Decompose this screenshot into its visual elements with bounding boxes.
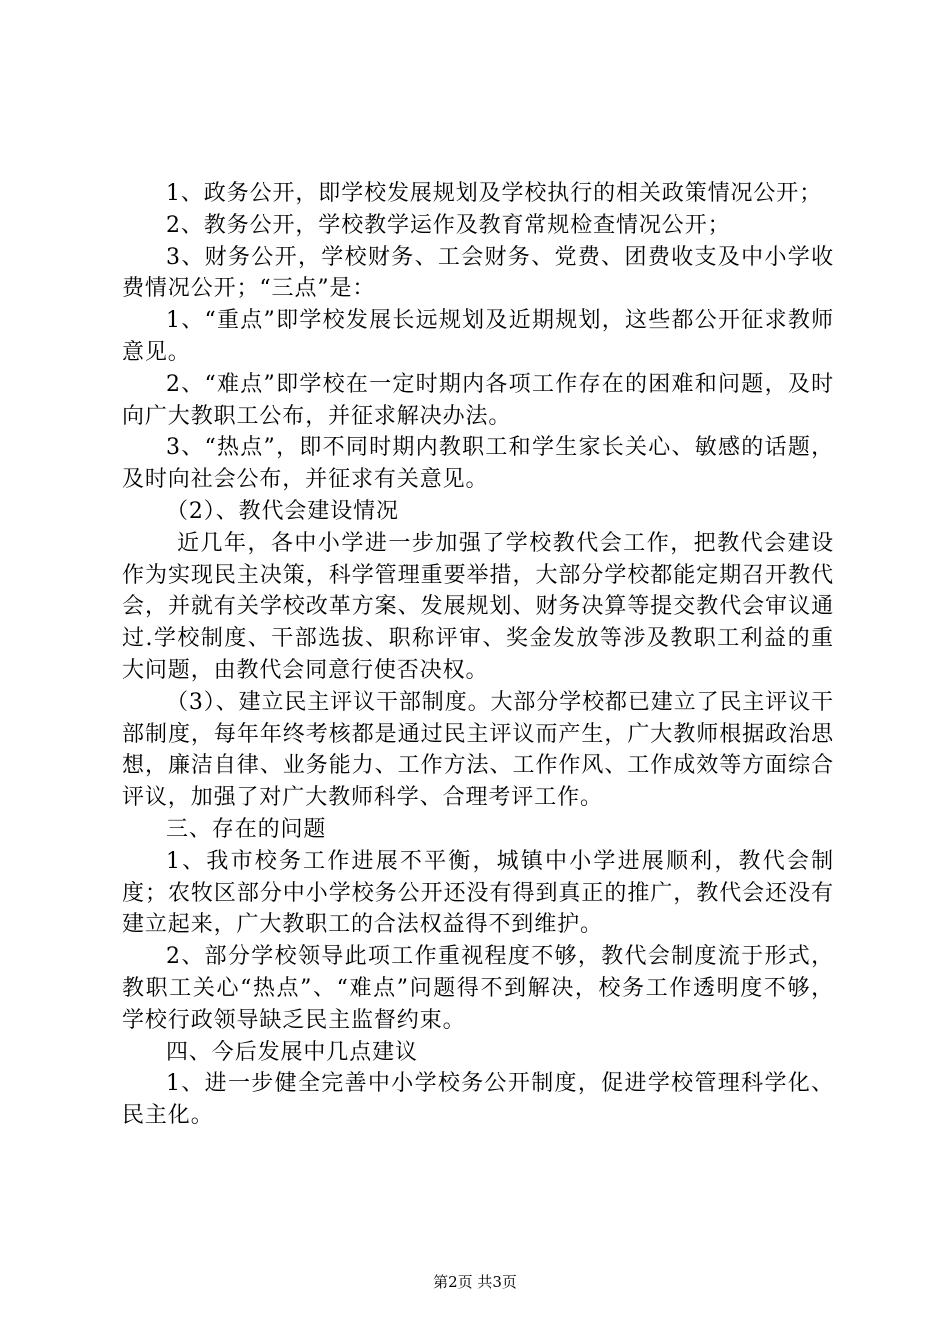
paragraph-political-affairs: 1、政务公开，即学校发展规划及学校执行的相关政策情况公开；	[166, 181, 823, 206]
paragraph-staff-congress: 近几年，各中小学进一步加强了学校教代会工作，把教代会建设作为实现民主决策，科学管理重要举措，大部分学校都能定期召开教代会，并就有关学校改革方案、发展规划、财务决算等提交教代会审议通过.学校制度、干部选拔、职称评审、奖金发放等涉及教职工利益的重大问题，由教代会同意行使否决权。	[122, 530, 834, 683]
paragraph-suggestion-1: 1、进一步健全完善中小学校务公开制度，促进学校管理科学化、民主化。	[122, 1071, 834, 1129]
paragraph-hot-point: 3、“热点”，即不同时期内教职工和学生家长关心、敏感的话题，及时向社会公布，并征求有关意见。	[122, 435, 834, 493]
document-body	[122, 178, 834, 1132]
paragraph-problem-1: 1、我市校务工作进展不平衡，城镇中小学进展顺利，教代会制度；农牧区部分中小学校务公开还没有得到真正的推广，教代会还没有建立起来，广大教职工的合法权益得不到维护。	[122, 848, 834, 938]
paragraph-problem-2: 2、部分学校领导此项工作重视程度不够，教代会制度流于形式，教职工关心“热点”、“难点”问题得不到解决，校务工作透明度不够，学校行政领导缺乏民主监督约束。	[122, 944, 834, 1033]
paragraph-difficult-point: 2、“难点”即学校在一定时期内各项工作存在的困难和问题，及时向广大教职工公布，并征求解决办法。	[122, 371, 834, 429]
paragraph-democratic-review: （3）、建立民主评议干部制度。大部分学校都已建立了民主评议干部制度，每年年终考核都是通过民主评议而产生，广大教师根据政治思想，廉洁自律、业务能力、工作方法、工作作风、工作成效等方面综合评议，加强了对广大教师科学、合理考评工作。	[122, 689, 834, 811]
heading-existing-problems: 三、存在的问题	[166, 816, 327, 842]
page-number-footer: 第2页 共3页	[433, 1273, 517, 1291]
paragraph-finance-affairs: 3、财务公开，学校财务、工会财务、党费、团费收支及中小学收费情况公开；“三点”是：	[122, 244, 834, 302]
heading-suggestions: 四、今后发展中几点建议	[166, 1039, 418, 1065]
heading-staff-congress: （2）、教代会建设情况	[166, 498, 399, 524]
paragraph-key-point: 1、“重点”即学校发展长远规划及近期规划，这些都公开征求教师意见。	[122, 308, 834, 365]
paragraph-teaching-affairs: 2、教务公开，学校教学运作及教育常规检查情况公开；	[166, 212, 731, 238]
